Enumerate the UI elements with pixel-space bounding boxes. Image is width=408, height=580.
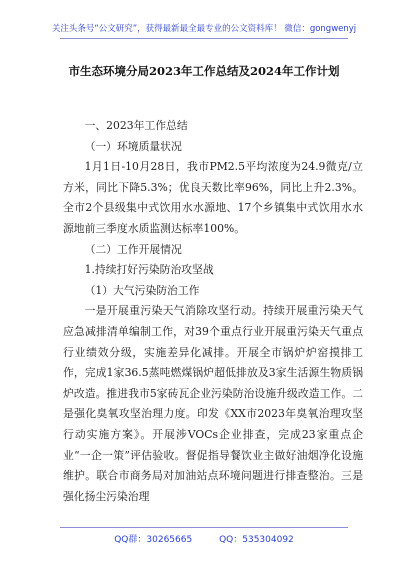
footer-qq-group: QQ群：30265665 (114, 535, 193, 545)
section-heading: 一、2023年工作总结 (84, 119, 188, 132)
footer-qq-number: QQ：535304092 (219, 535, 294, 545)
footer-contact (0, 532, 408, 545)
item-heading: 1.持续打好污染防治攻坚战 (84, 263, 214, 277)
item-subheading: （1）大气污染防治工作 (84, 283, 200, 297)
document-title: 市生态环境分局2023年工作总结及2024年工作计划 (68, 64, 340, 78)
document-body (63, 116, 363, 507)
paragraph: 1月1日-10月28日，我市PM2.5平均浓度为24.9微克/立方米，同比下降5.3%；优良天数比率96%，同比上升2.3%。全市2个县级集中式饮用水水源地、17个乡镇集中式饮用水水源地前三季度水质监测达标率100%。 (63, 160, 363, 235)
footer-divider (60, 527, 348, 528)
header-divider (60, 38, 348, 39)
subsection-heading: （二）工作开展情况 (84, 242, 182, 256)
subsection-heading: （一）环境质量状况 (84, 139, 182, 153)
header-promo-text: 关注头条号“公文研究”，获得最新最全最专业的公文资料库！ 微信：gongwenyj (51, 24, 357, 34)
paragraph: 一是开展重污染天气消除攻坚行动。持续开展重污染天气应急减排清单编制工作，对39个重点行业开展重污染天气重点行业绩效分级，实施差异化减排。开展全市锅炉炉窑摸排工作，完成1家36.5蒸吨燃煤锅炉超低排放及3家生活源生物质锅炉改造。推进我市5家砖瓦企业污染防治设施升级改造工作。二是强化臭氧攻坚治理力度。印发《XX市2023年臭氧治理攻坚行动实施方案》。开展涉VOCs企业排查，完成23家重点企业“一企一策”评估验收。督促指导餐饮业主做好油烟净化设施维护。联合市商务局对加油站点环境问题进行排查整治。三是强化扬尘污染治理 (63, 304, 363, 503)
